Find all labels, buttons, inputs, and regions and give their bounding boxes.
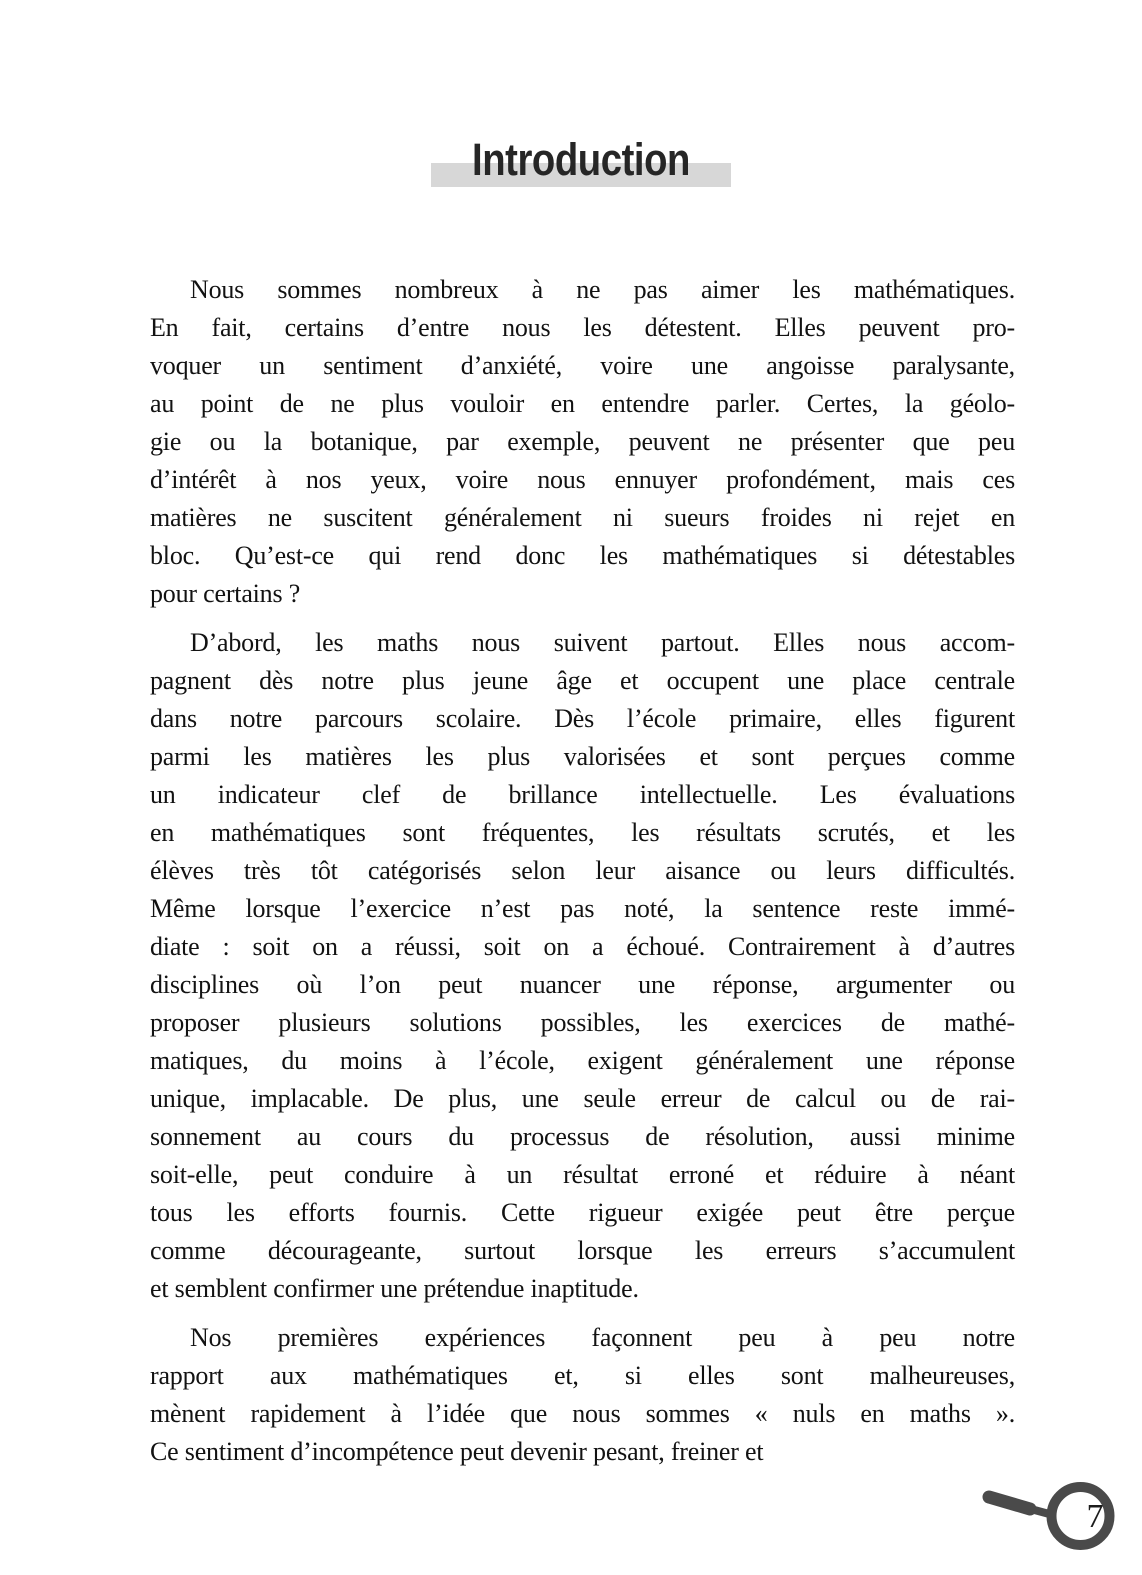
text-line: rapport aux mathématiques et, si elles sont malheureuses,	[150, 1361, 1015, 1390]
text-line: disciplines où l’on peut nuancer une réponse, argumenter ou	[150, 970, 1015, 999]
text-line: tous les efforts fournis. Cette rigueur exigée peut être perçue	[150, 1198, 1015, 1227]
text-line: gie ou la botanique, par exemple, peuvent ne présenter que peu	[150, 427, 1015, 456]
text-line: comme décourageante, surtout lorsque les erreurs s’accumulent	[150, 1236, 1015, 1265]
paragraph	[150, 271, 1015, 613]
text-line: bloc. Qu’est-ce qui rend donc les mathématiques si détestables	[150, 541, 1015, 570]
text-line: Nos premières expériences façonnent peu à peu notre	[190, 1323, 1015, 1352]
text-line: dans notre parcours scolaire. Dès l’école primaire, elles figurent	[150, 704, 1015, 733]
text-line: au point de ne plus vouloir en entendre parler. Certes, la géolo-	[150, 389, 1015, 418]
text-line: voquer un sentiment d’anxiété, voire une angoisse paralysante,	[150, 351, 1015, 380]
text-line: Ce sentiment d’incompétence peut devenir pesant, freiner et	[150, 1437, 764, 1466]
text-line: Même lorsque l’exercice n’est pas noté, la sentence reste immé-	[150, 894, 1015, 923]
paragraph	[150, 624, 1015, 1308]
chapter-title: Introduction	[472, 134, 690, 185]
text-line: pagnent dès notre plus jeune âge et occupent une place centrale	[150, 666, 1015, 695]
text-line: d’intérêt à nos yeux, voire nous ennuyer profondément, mais ces	[150, 465, 1015, 494]
text-line: et semblent confirmer une prétendue inaptitude.	[150, 1274, 639, 1303]
text-line: en mathématiques sont fréquentes, les résultats scrutés, et les	[150, 818, 1015, 847]
text-line: proposer plusieurs solutions possibles, les exercices de mathé-	[150, 1008, 1015, 1037]
text-line: pour certains ?	[150, 579, 301, 608]
text-line: élèves très tôt catégorisés selon leur aisance ou leurs difficultés.	[150, 856, 1015, 885]
text-line: mènent rapidement à l’idée que nous sommes « nuls en maths ».	[150, 1399, 1015, 1428]
text-line: matières ne suscitent généralement ni sueurs froides ni rejet en	[150, 503, 1015, 532]
text-line: sonnement au cours du processus de résolution, aussi minime	[150, 1122, 1015, 1151]
text-line: Nous sommes nombreux à ne pas aimer les mathématiques.	[190, 275, 1015, 304]
text-line: En fait, certains d’entre nous les détestent. Elles peuvent pro-	[150, 313, 1015, 342]
chapter-heading	[431, 134, 731, 188]
text-line: matiques, du moins à l’école, exigent généralement une réponse	[150, 1046, 1015, 1075]
text-line: parmi les matières les plus valorisées et sont perçues comme	[150, 742, 1015, 771]
paragraph	[150, 1319, 1015, 1471]
text-line: un indicateur clef de brillance intellectuelle. Les évaluations	[150, 780, 1015, 809]
text-line: unique, implacable. De plus, une seule erreur de calcul ou de rai-	[150, 1084, 1015, 1113]
text-line: soit-elle, peut conduire à un résultat erroné et réduire à néant	[150, 1160, 1015, 1189]
body-text	[150, 271, 1015, 1482]
text-line: D’abord, les maths nous suivent partout. Elles nous accom-	[190, 628, 1015, 657]
text-line: diate : soit on a réussi, soit on a échoué. Contrairement à d’autres	[150, 932, 1015, 961]
page-number: 7	[1086, 1498, 1104, 1535]
